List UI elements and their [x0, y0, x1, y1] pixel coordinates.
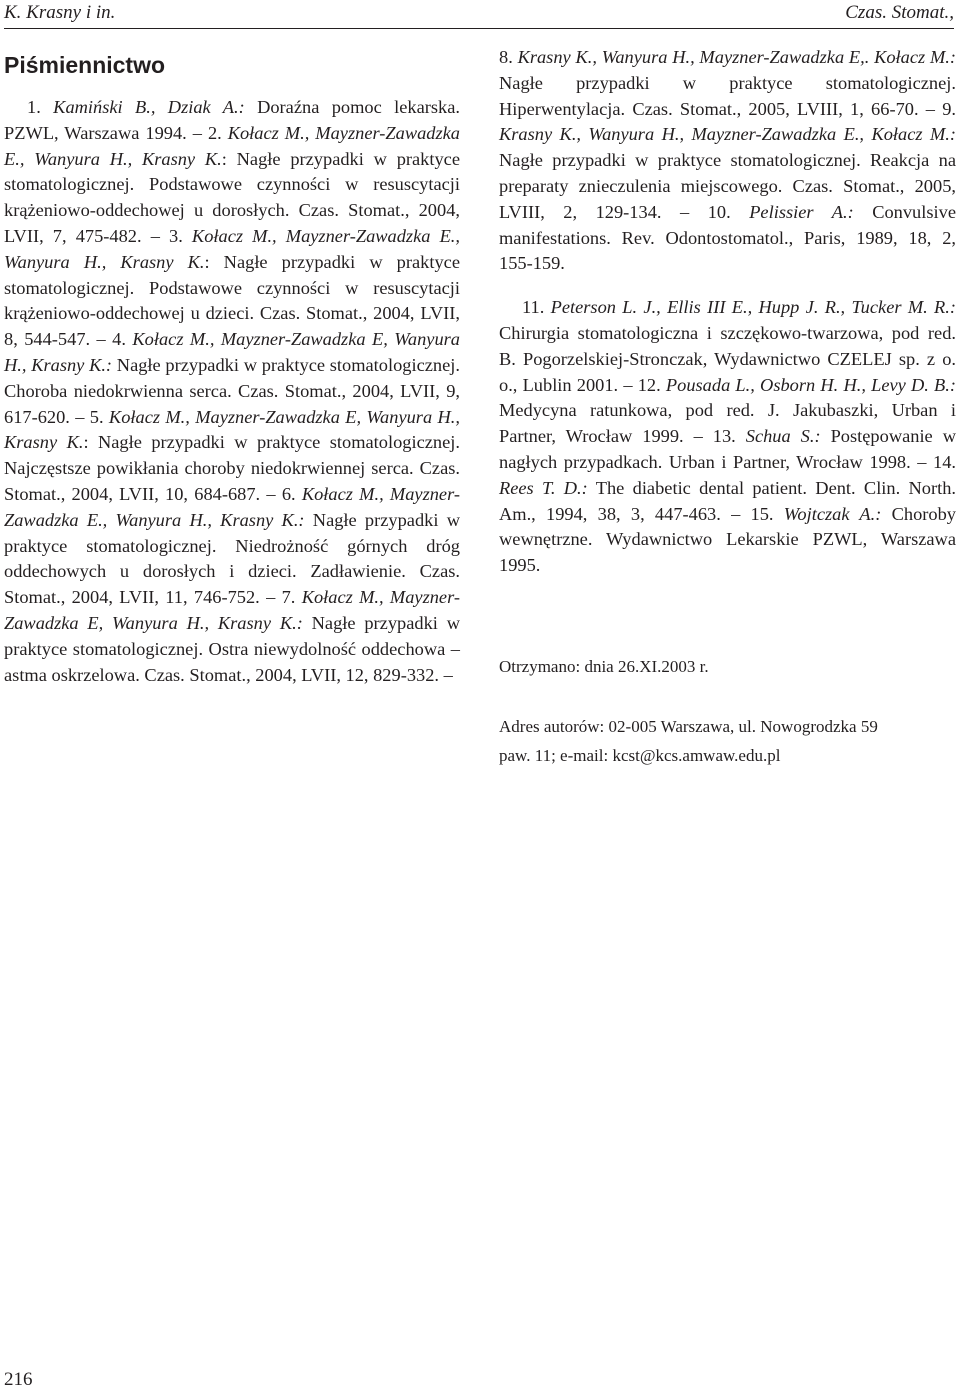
ref-10-authors: Pelissier A.: [749, 201, 854, 222]
ref-11-authors: Peterson L. J., Ellis III E., Hupp J. R., Tucker M. R.: [550, 297, 956, 318]
ref-14-authors: Rees T. D.: [499, 477, 588, 498]
section-title: Piśmiennictwo [4, 52, 166, 78]
ref-13-number: 13. [712, 426, 746, 447]
references-column-right [499, 45, 956, 579]
received-date: Otrzymano: dnia 26.XI.2003 r. [499, 657, 709, 676]
ref-5-text: : Nagłe przypadki w praktyce stomatologicznej. Najczęstsze powikłania choroby niedokrwiennej serca. Czas. Stomat., 2004, LVII, 10, 684-687. – [4, 432, 460, 504]
ref-1-authors: Kamiński B., Dziak A.: [53, 97, 245, 117]
ref-11-number: 11. [522, 297, 551, 318]
ref-14-text: The diabetic dental patient. Dent. Clin. North. Am., 1994, 38, 3, 447-463. – [499, 477, 957, 524]
ref-6-number: 6. [281, 483, 302, 504]
ref-3-number: 3. [169, 225, 192, 246]
references-paragraph-1-continued [499, 45, 956, 277]
ref-4-text: Nagłe przypadki w praktyce stomatologicznej. Choroba niedokrwienna serca. Czas. Stomat., 2004, LVII, 9, 617-620. – [4, 354, 460, 427]
ref-6-text: Nagłe przypadki w praktyce stomatologicznej. Niedrożność górnych dróg oddechowych u dorosłych i dzieci. Zadławienie. Czas. Stomat., 2004, LVII, 11, 746-752. – [4, 509, 460, 608]
address-line-2: paw. 11; e-mail: kcst@kcs.amwaw.edu.pl [499, 746, 781, 765]
ref-15-number: 15. [750, 503, 784, 524]
ref-12-number: 12. [637, 374, 666, 395]
ref-8-number: 8. [499, 47, 518, 67]
ref-9-authors: Krasny K., Wanyura H., Mayzner-Zawadzka E., Kołacz M.: [499, 124, 956, 145]
ref-10-number: 10. [707, 201, 750, 222]
ref-5-number: 5. [89, 406, 109, 427]
ref-3-text: : Nagłe przypadki w praktyce stomatologicznej. Podstawowe czynności w resuscytacji krążeniowo-oddechowej u dzieci. Czas. Stomat., 2004, LVII, 8, 544-547. – [4, 251, 460, 350]
ref-8-text: Nagłe przypadki w praktyce stomatologicznej. Hiperwentylacja. Czas. Stomat., 2005, LVIII, 1, 66-70. – [499, 72, 956, 119]
running-header-authors: K. Krasny i in. [4, 2, 116, 23]
references-paragraph-1 [4, 95, 460, 688]
ref-2-number: 2. [207, 122, 228, 143]
ref-2-authors: Kołacz M., Mayzner-Zawadzka E., Wanyura H., Krasny K. [4, 122, 460, 169]
ref-12-text: Medycyna ratunkowa, pod red. J. Jakubaszki, Urban i Partner, Wrocław 1999. – [499, 400, 956, 447]
ref-7-text: Nagłe przypadki w praktyce stomatologicznej. Ostra niewydolność oddechowa – astma oskrzelowa. Czas. Stomat., 2004, LVII, 12, 829-332. – [4, 612, 460, 685]
page-number: 216 [4, 1369, 33, 1390]
ref-15-text: Choroby wewnętrzne. Wydawnictwo Lekarskie PZWL, Warszawa 1995. [499, 503, 957, 576]
ref-10-text: Convulsive manifestations. Rev. Odontostomatol., Paris, 1989, 18, 2, 155-159. [499, 201, 956, 274]
ref-7-number: 7. [281, 587, 302, 608]
ref-4-number: 4. [112, 329, 133, 350]
references-column-left [4, 95, 460, 688]
ref-3-authors: Kołacz M., Mayzner-Zawadzka E., Wanyura H., Krasny K. [4, 225, 460, 272]
ref-13-text: Postępowanie w nagłych przypadkach. Urban i Partner, Wrocław 1998. – [499, 426, 956, 472]
ref-11-text: Chirurgia stomatologiczna i szczękowo-twarzowa, pod red. B. Pogorzelskiej-Stronczak, Wydawnictwo CZELEJ sp. z o. o., Lublin 2001. – [499, 322, 956, 395]
ref-8-authors: Krasny K., Wanyura H., Mayzner-Zawadzka E,. Kołacz M.: [517, 47, 956, 67]
ref-12-authors: Pousada L., Osborn H. H., Levy D. B.: [665, 374, 956, 395]
ref-15-authors: Wojtczak A.: [783, 503, 882, 524]
author-address [499, 712, 956, 770]
ref-9-text: Nagłe przypadki w praktyce stomatologicznej. Reakcja na preparaty znieczulenia miejscowego. Czas. Stomat., 2005, LVIII, 2, 129-134. – [499, 150, 956, 222]
ref-14-number: 14. [933, 451, 956, 472]
running-header-journal: Czas. Stomat., [845, 2, 954, 23]
address-line-1: Adres autorów: 02-005 Warszawa, ul. Nowogrodzka 59 [499, 717, 878, 736]
ref-7-authors: Kołacz M., Mayzner-Zawadzka E, Wanyura H., Krasny K.: [4, 587, 461, 633]
ref-5-authors: Kołacz M., Mayzner-Zawadzka E, Wanyura H., Krasny K. [4, 406, 460, 453]
ref-1-number: 1. [27, 97, 54, 117]
ref-6-authors: Kołacz M., Mayzner-Zawadzka E., Wanyura H., Krasny K.: [4, 483, 461, 530]
ref-9-number: 9. [942, 98, 956, 119]
ref-4-authors: Kołacz M., Mayzner-Zawadzka E, Wanyura H., Krasny K.: [4, 329, 460, 375]
paragraph-gap [499, 277, 956, 295]
ref-2-text: : Nagłe przypadki w praktyce stomatologicznej. Podstawowe czynności w resuscytacji krążeniowo-oddechowej u dorosłych. Czas. Stomat., 2004, LVII, 7, 475-482. – [4, 148, 460, 246]
references-paragraph-2 [499, 295, 956, 579]
header-rule [4, 28, 954, 29]
ref-13-authors: Schua S.: [745, 426, 821, 447]
ref-1-text: Doraźna pomoc lekarska. PZWL, Warszawa 1994. – [4, 97, 461, 143]
